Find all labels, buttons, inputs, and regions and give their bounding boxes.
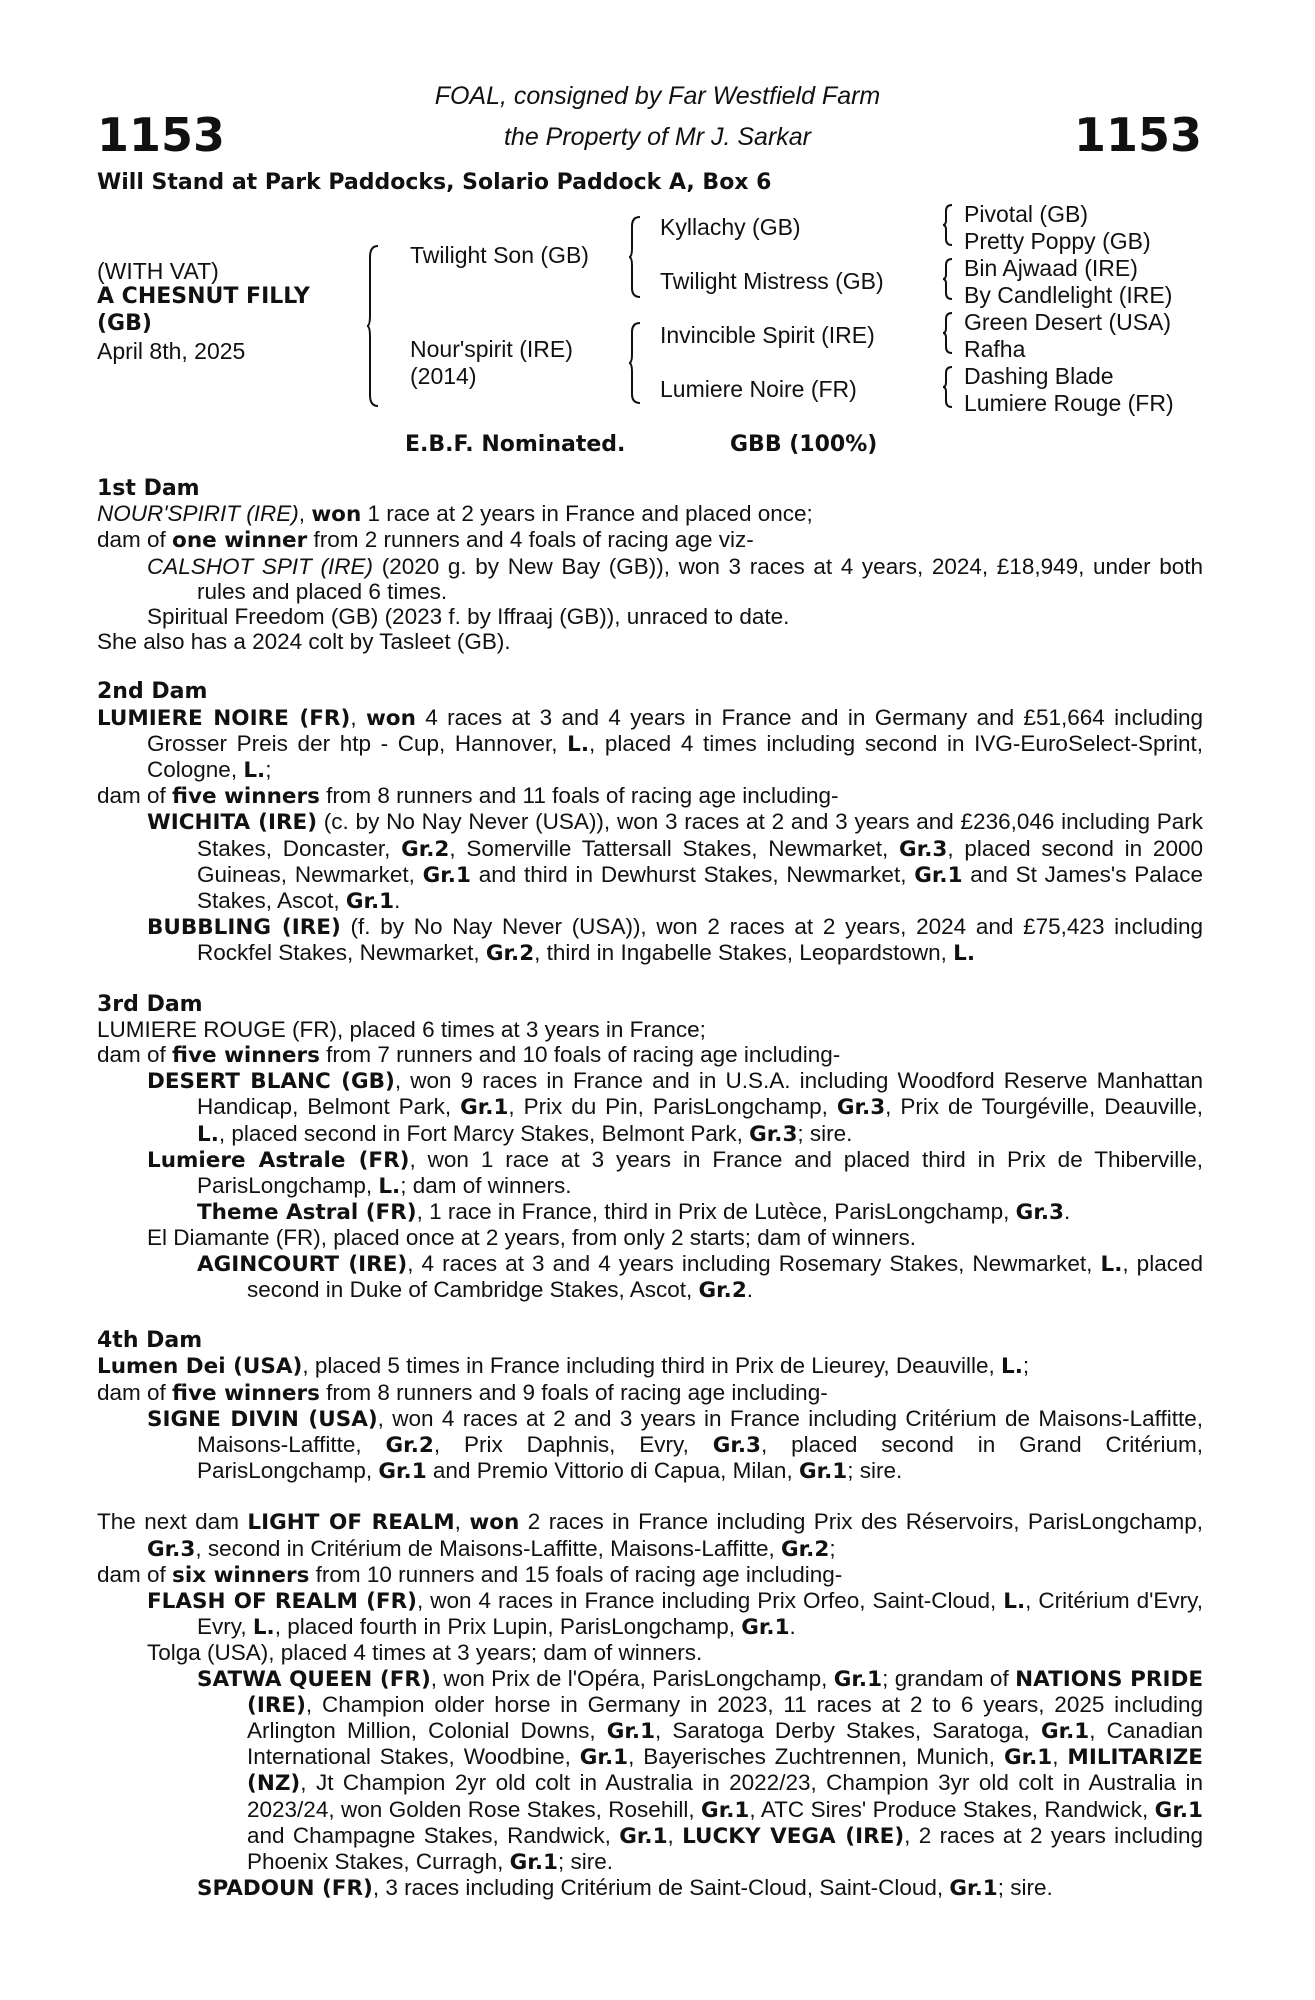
pedigree-paragraph (97, 1875, 1203, 1901)
text-run: ; (1022, 1353, 1030, 1379)
text-run: Gr.1 (579, 1745, 629, 1771)
pedigree-dsd: Rafha (964, 336, 1026, 362)
text-run: L. (567, 731, 589, 757)
pedigree-dam-dam: Lumiere Noire (FR) (660, 376, 857, 402)
text-run: L. (953, 941, 976, 967)
text-run: , Critérium d'Evry, Evry, (197, 1587, 1204, 1640)
text-run: , (298, 501, 312, 527)
text-run: Gr.1 (378, 1459, 427, 1485)
pedigree-paragraph (97, 1017, 1203, 1042)
text-run: , Somerville Tattersall Stakes, Newmarket, (449, 835, 900, 861)
horse-description: A CHESNUT FILLY (97, 284, 310, 309)
text-run: Gr.2 (385, 1432, 434, 1458)
text-run: dam of (97, 1379, 173, 1405)
pedigree-sdd: By Candlelight (IRE) (964, 282, 1173, 308)
pedigree-paragraph (97, 1562, 1203, 1588)
pedigree-paragraph (97, 783, 1203, 809)
text-run: , placed second in 2000 Guineas, Newmarket, (197, 835, 1203, 887)
text-run: AGINCOURT (IRE) (197, 1251, 408, 1277)
text-run: SATWA QUEEN (FR) (197, 1666, 431, 1692)
text-run: dam of (97, 783, 173, 809)
text-run: Gr.2 (401, 836, 450, 862)
text-run: five winners (172, 784, 320, 810)
text-run: won (365, 705, 416, 731)
text-run: Gr.1 (1154, 1797, 1203, 1823)
text-run: Gr.1 (798, 1459, 848, 1485)
text-run: , Champion older horse in Germany in 2023, 11 races at 2 to 6 years, 2025 including Arlington Million, Colonial Downs, (247, 1691, 1203, 1743)
pedigree-paragraph (97, 629, 1203, 654)
text-run: 1 race at 2 years in France and placed once; (361, 501, 813, 527)
text-run: Gr.1 (741, 1615, 790, 1641)
text-run: , ATC Sires' Produce Stakes, Randwick, (749, 1796, 1155, 1822)
text-run: (f. by No Nay Never (USA)), won 2 races at 2 years, 2024 and £75,423 including Rockfel Stakes, Newmarket, (197, 914, 1203, 966)
text-run: She also has a 2024 colt by Tasleet (GB). (97, 629, 511, 655)
dam-section (97, 679, 1203, 966)
text-run: Gr.1 (914, 862, 963, 888)
pedigree-dam: Nour'spirit (IRE) (410, 336, 573, 362)
text-run: Gr.3 (836, 1095, 886, 1121)
pedigree-brace-sire (628, 216, 642, 298)
text-run: . (746, 1276, 754, 1302)
text-run: Gr.2 (781, 1536, 830, 1562)
pedigree-paragraph (97, 1380, 1203, 1406)
pedigree-paragraph (97, 914, 1203, 966)
text-run: 2 races in France including Prix des Réservoirs, ParisLongchamp, (519, 1509, 1203, 1535)
text-run: Tolga (USA), placed 4 times at 3 years; dam of winners. (147, 1640, 703, 1666)
pedigree-paragraph (97, 1588, 1203, 1640)
text-run: SPADOUN (FR) (197, 1876, 373, 1902)
pedigree-paragraph (97, 527, 1203, 553)
pedigree-sds: Bin Ajwaad (IRE) (964, 255, 1138, 281)
section-title: 3rd Dam (97, 991, 203, 1017)
text-run: , Jt Champion 2yr old colt in Australia in 2022/23, Champion 3yr old colt in Australia in 2023/24, won Golden Rose Stakes, Rosehill, (247, 1770, 1203, 1822)
pedigree-sire: Twilight Son (GB) (410, 242, 589, 268)
text-run: , Canadian International Stakes, Woodbine, (247, 1717, 1203, 1770)
pedigree-paragraph (97, 1042, 1203, 1068)
section-title: 1st Dam (97, 476, 200, 501)
pedigree-sss: Pivotal (GB) (964, 201, 1088, 227)
text-run: (c. by No Nay Never (USA)), won 3 races at 2 and 3 years and £236,046 including Park Stakes, Doncaster, (197, 809, 1203, 861)
text-run: ; dam of winners. (400, 1173, 572, 1199)
text-run: L. (1001, 1354, 1023, 1380)
gbb-status: GBB (100%) (730, 432, 878, 457)
text-run: LIGHT OF REALM (247, 1510, 455, 1536)
text-run: Gr.1 (345, 889, 395, 915)
text-run: NOUR'SPIRIT (IRE) (97, 501, 299, 527)
text-run: and third in Dewhurst Stakes, Newmarket, (470, 861, 915, 887)
text-run: (2020 g. by New Bay (GB)), won 3 races at 4 years, 2024, £18,949, under both rules and placed 6 times. (197, 553, 1203, 604)
pedigree-paragraph (97, 809, 1203, 914)
text-run: ; sire. (557, 1848, 613, 1874)
pedigree-paragraph (97, 705, 1203, 784)
pedigree-paragraph (97, 1353, 1203, 1379)
text-run: Gr.1 (460, 1095, 509, 1121)
section-title: 2nd Dam (97, 679, 208, 705)
text-run: , placed 5 times in France including third in Prix de Lieurey, Deauville, (302, 1353, 1001, 1379)
text-run: Gr.2 (698, 1277, 747, 1303)
text-run: Gr.3 (1015, 1200, 1064, 1226)
text-run: from 8 runners and 9 foals of racing age including- (319, 1379, 828, 1405)
pedigree-paragraph (97, 1251, 1203, 1303)
pedigree-dam-year: (2014) (410, 363, 477, 389)
pedigree-paragraph (97, 1147, 1203, 1199)
text-run: , won 4 races at 2 and 3 years in France including Critérium de Maisons-Laffitte, Maisons-Laffitte, (197, 1405, 1203, 1457)
pedigree-ddd: Lumiere Rouge (FR) (964, 390, 1174, 416)
text-run: Gr.3 (147, 1536, 196, 1562)
text-run: LUCKY VEGA (IRE) (682, 1823, 905, 1849)
text-run: Gr.1 (833, 1666, 883, 1692)
text-run: , (350, 704, 366, 730)
text-run: six winners (172, 1562, 310, 1588)
property-line: the Property of Mr J. Sarkar (503, 123, 812, 151)
text-run: Gr.1 (1003, 1745, 1053, 1771)
dam-section (97, 1509, 1203, 1901)
catalogue-body (97, 476, 1203, 1926)
pedigree-paragraph (97, 1640, 1203, 1665)
text-run: , placed second in Fort Marcy Stakes, Belmont Park, (218, 1120, 750, 1146)
text-run: won (311, 502, 362, 528)
text-run: , 3 races including Critérium de Saint-Cloud, Saint-Cloud, (372, 1875, 950, 1901)
text-run: and Champagne Stakes, Randwick, (247, 1822, 620, 1848)
text-run: , 2 races at 2 years including Phoenix Stakes, Curragh, (247, 1822, 1203, 1874)
text-run: and Premio Vittorio di Capua, Milan, (426, 1458, 799, 1484)
pedigree-ssd: Pretty Poppy (GB) (964, 228, 1151, 254)
text-run: ; sire. (997, 1875, 1053, 1901)
text-run: LUMIERE NOIRE (FR) (97, 705, 351, 731)
text-run: , (454, 1509, 470, 1535)
text-run: L. (252, 1615, 275, 1641)
text-run: , third in Ingabelle Stakes, Leopardstown, (534, 940, 954, 966)
text-run: L. (197, 1121, 219, 1147)
pedigree-paragraph (97, 1225, 1203, 1250)
text-run: Gr.3 (712, 1432, 762, 1458)
text-run: Gr.3 (749, 1121, 798, 1147)
text-run: five winners (172, 1380, 320, 1406)
text-run: . (789, 1614, 796, 1640)
text-run: L. (1003, 1588, 1026, 1614)
text-run: Gr.3 (899, 836, 948, 862)
pedigree-brace-main (366, 245, 380, 407)
pedigree-paragraph (97, 1199, 1203, 1225)
pedigree-paragraph (97, 554, 1203, 604)
text-run: , 1 race in France, third in Prix de Lutèce, ParisLongchamp, (416, 1199, 1016, 1225)
text-run: Theme Astral (FR) (197, 1200, 417, 1226)
pedigree-paragraph (97, 604, 1203, 629)
text-run: Gr.1 (606, 1718, 656, 1744)
text-run: , placed fourth in Prix Lupin, ParisLongchamp, (274, 1614, 742, 1640)
text-run: LUMIERE ROUGE (FR), placed 6 times at 3 years in France; (97, 1016, 706, 1042)
pedigree-paragraph (97, 1666, 1203, 1876)
pedigree-paragraph (97, 1509, 1203, 1561)
text-run: 4 races at 3 and 4 years in France and in Germany and £51,664 including Grosser Preis der htp - Cup, Hannover, (147, 704, 1203, 756)
text-run: BUBBLING (IRE) (147, 915, 341, 941)
text-run: CALSHOT SPIT (IRE) (147, 553, 374, 579)
text-run: , won 4 races in France including Prix Orfeo, Saint-Cloud, (416, 1587, 1004, 1613)
stand-location: Will Stand at Park Paddocks, Solario Paddock A, Box 6 (97, 170, 772, 195)
text-run: won (469, 1510, 520, 1536)
text-run: Lumiere Astrale (FR) (147, 1147, 410, 1173)
text-run: MILITARIZE (NZ) (247, 1745, 1203, 1797)
foaling-date: April 8th, 2025 (97, 338, 246, 364)
text-run: ; sire. (847, 1458, 903, 1484)
text-run: Gr.1 (949, 1876, 998, 1902)
pedigree-dds: Dashing Blade (964, 363, 1114, 389)
pedigree-paragraph (97, 1406, 1203, 1485)
text-run: from 10 runners and 15 foals of racing age including- (309, 1561, 843, 1587)
text-run: El Diamante (FR), placed once at 2 years, from only 2 starts; dam of winners. (147, 1225, 917, 1251)
text-run: five winners (172, 1043, 320, 1069)
text-run: Gr.1 (509, 1849, 558, 1875)
text-run: , Prix de Tourgéville, Deauville, (885, 1094, 1204, 1120)
text-run: SIGNE DIVIN (USA) (147, 1406, 378, 1432)
text-run: dam of (97, 527, 173, 553)
text-run: WICHITA (IRE) (147, 810, 318, 836)
pedigree-dam-sire: Invincible Spirit (IRE) (660, 322, 875, 348)
pedigree-sire-dam: Twilight Mistress (GB) (660, 268, 884, 294)
text-run: ; grandam of (882, 1665, 1016, 1691)
text-run: , second in Critérium de Maisons-Laffitte, Maisons-Laffitte, (195, 1535, 781, 1561)
pedigree-paragraph (97, 501, 1203, 527)
text-run: ; (829, 1535, 836, 1561)
text-run: , placed second in Duke of Cambridge Stakes, Ascot, (247, 1250, 1203, 1302)
text-run: , Prix Daphnis, Evry, (433, 1431, 713, 1457)
pedigree-brace-gg2 (942, 258, 954, 300)
pedigree-paragraph (97, 1068, 1203, 1147)
text-run: , placed 4 times including second in IVG-EuroSelect-Sprint, Cologne, (147, 730, 1203, 783)
text-run: , Saratoga Derby Stakes, Saratoga, (655, 1717, 1041, 1743)
pedigree-brace-gg1 (942, 204, 954, 246)
ebf-nomination: E.B.F. Nominated. (405, 432, 626, 457)
pedigree-brace-dam (628, 322, 642, 404)
text-run: dam of (97, 1561, 173, 1587)
text-run: DESERT BLANC (GB) (147, 1069, 395, 1095)
text-run: , 4 races at 3 and 4 years including Rosemary Stakes, Newmarket, (407, 1250, 1101, 1276)
text-run: , placed second in Grand Critérium, ParisLongchamp, (197, 1431, 1203, 1484)
text-run: L. (1100, 1251, 1123, 1277)
text-run: ; (265, 757, 272, 783)
pedigree-brace-gg3 (942, 312, 954, 354)
text-run: Lumen Dei (USA) (97, 1354, 303, 1380)
text-run: from 7 runners and 10 foals of racing age including- (319, 1042, 841, 1068)
lot-number-right: 1153 (1073, 108, 1202, 162)
text-run: and St James's Palace Stakes, Ascot, (197, 861, 1203, 914)
pedigree-brace-gg4 (942, 366, 954, 408)
text-run: dam of (97, 1042, 173, 1068)
text-run: , won Prix de l'Opéra, ParisLongchamp, (430, 1665, 834, 1691)
dam-section (97, 476, 1203, 654)
text-run: NATIONS PRIDE (IRE) (247, 1666, 1203, 1718)
text-run: The next dam (97, 1509, 248, 1535)
text-run: Gr.2 (485, 941, 535, 967)
pedigree-dss: Green Desert (USA) (964, 309, 1172, 335)
text-run: , (667, 1822, 683, 1848)
dam-section (97, 1328, 1203, 1484)
text-run: ; sire. (797, 1120, 853, 1146)
text-run: , Bayerisches Zuchtrennen, Munich, (628, 1744, 1004, 1770)
section-title: 4th Dam (97, 1328, 203, 1354)
text-run: . (1063, 1199, 1071, 1225)
text-run: , Prix du Pin, ParisLongchamp, (508, 1094, 837, 1120)
text-run: , won 1 race at 3 years in France and placed third in Prix de Thiberville, ParisLongchamp, (197, 1146, 1203, 1199)
consignor-line: FOAL, consigned by Far Westfield Farm (434, 82, 881, 110)
text-run: Gr.1 (422, 862, 471, 888)
text-run: L. (378, 1174, 401, 1200)
horse-origin: (GB) (97, 311, 152, 336)
text-run: L. (243, 758, 266, 784)
text-run: Gr.1 (1040, 1718, 1090, 1744)
text-run: from 2 runners and 4 foals of racing age viz- (307, 527, 754, 553)
text-run: from 8 runners and 11 foals of racing age including- (319, 783, 839, 809)
dam-section (97, 992, 1203, 1303)
pedigree-sire-sire: Kyllachy (GB) (660, 214, 801, 240)
lot-number-left: 1153 (97, 108, 226, 162)
text-run: FLASH OF REALM (FR) (147, 1588, 417, 1614)
text-run: . (394, 888, 401, 914)
text-run: Gr.1 (619, 1823, 668, 1849)
text-run: Gr.1 (701, 1797, 750, 1823)
vat-note: (WITH VAT) (97, 258, 219, 284)
text-run: , won 9 races in France and in U.S.A. including Woodford Reserve Manhattan Handicap, Belmont Park, (197, 1068, 1203, 1120)
text-run: one winner (172, 528, 308, 554)
text-run: Spiritual Freedom (GB) (2023 f. by Iffraaj (GB)), unraced to date. (147, 604, 790, 630)
text-run: , (1052, 1744, 1068, 1770)
